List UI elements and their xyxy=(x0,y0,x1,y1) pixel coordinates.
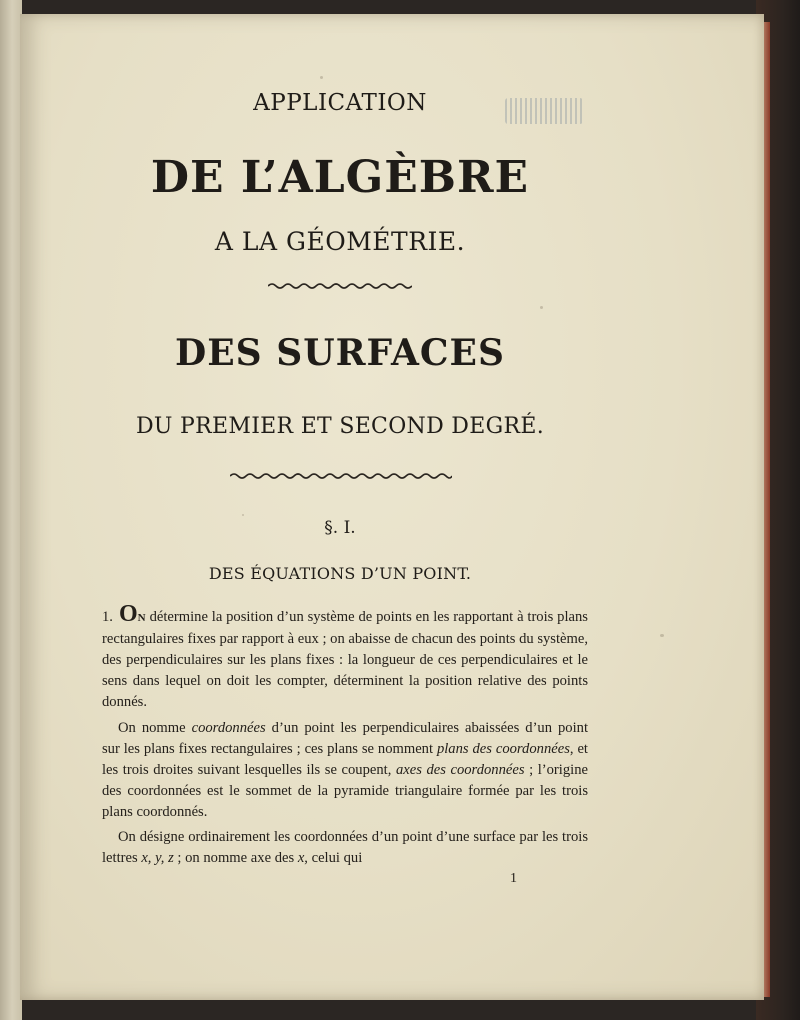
p2-text-3: , et les trois droites suivant lesquelles ils se coupent, xyxy=(102,741,588,778)
subsection-heading: DES ÉQUATIONS D’UN POINT. xyxy=(208,564,472,583)
signature-mark: 1 xyxy=(510,871,517,886)
section-title: DES SURFACES xyxy=(175,332,505,374)
foxing-speck xyxy=(540,306,543,309)
small-cap: N xyxy=(137,612,146,624)
p3-text-2: ; on nomme axe des xyxy=(177,850,295,866)
book-page xyxy=(20,14,764,1000)
foxing-speck xyxy=(320,76,323,79)
p3-variable-x: x xyxy=(297,850,305,866)
foxing-speck xyxy=(242,514,244,516)
p2-term-plans: plans des coordonnées xyxy=(436,741,570,757)
p2-text-2: d’un point les perpendiculaires abaissées d’un point sur les plans fixes rectangulaires ; ces plans se nomment xyxy=(102,720,589,757)
paragraph-2 xyxy=(102,718,588,823)
paragraph-1 xyxy=(102,601,588,713)
p2-term-coordonnees: coordonnées xyxy=(191,720,266,736)
title-line-1: APPLICATION xyxy=(253,90,427,116)
paragraph-number: 1. xyxy=(102,609,113,625)
title-line-2: DE L’ALGÈBRE xyxy=(150,152,530,203)
p3-text-3: , celui qui xyxy=(304,850,363,866)
title-line-3: A LA GÉOMÉTRIE. xyxy=(214,227,466,256)
p3-variables: x, y, z xyxy=(141,850,174,866)
drop-cap: O xyxy=(118,601,138,627)
foxing-speck xyxy=(660,634,664,637)
section-subtitle: DU PREMIER ET SECOND DEGRÉ. xyxy=(135,414,545,439)
p2-term-axes: axes des coordonnées xyxy=(395,762,525,778)
paragraph-mark: §. I. xyxy=(324,518,356,538)
ornamental-rule-2 xyxy=(230,472,452,480)
paragraph-3 xyxy=(102,827,588,869)
left-cover-edge xyxy=(0,0,22,1020)
p2-text-1: On nomme xyxy=(118,720,186,736)
ornamental-rule-1 xyxy=(268,282,412,290)
p2-text-4: ; l’origine des coordonnées est le sommet de la pyramide triangulaire formée par les trois plans coordonnés. xyxy=(102,762,588,820)
paragraph-1-text: détermine la position d’un système de points en les rapportant à trois plans rectangulaires fixes par rapport à eux ; on abaisse de chacun des points du système, des perpendiculaires sur les plans fixes : la longueur de ces perpendiculaires et le sens dans lequel on doit les compter, déterminent la position relative des points donnés. xyxy=(102,609,588,710)
p3-text-1: On désigne ordinairement les coordonnées d’un point d’une surface par les trois lettres xyxy=(102,829,588,866)
